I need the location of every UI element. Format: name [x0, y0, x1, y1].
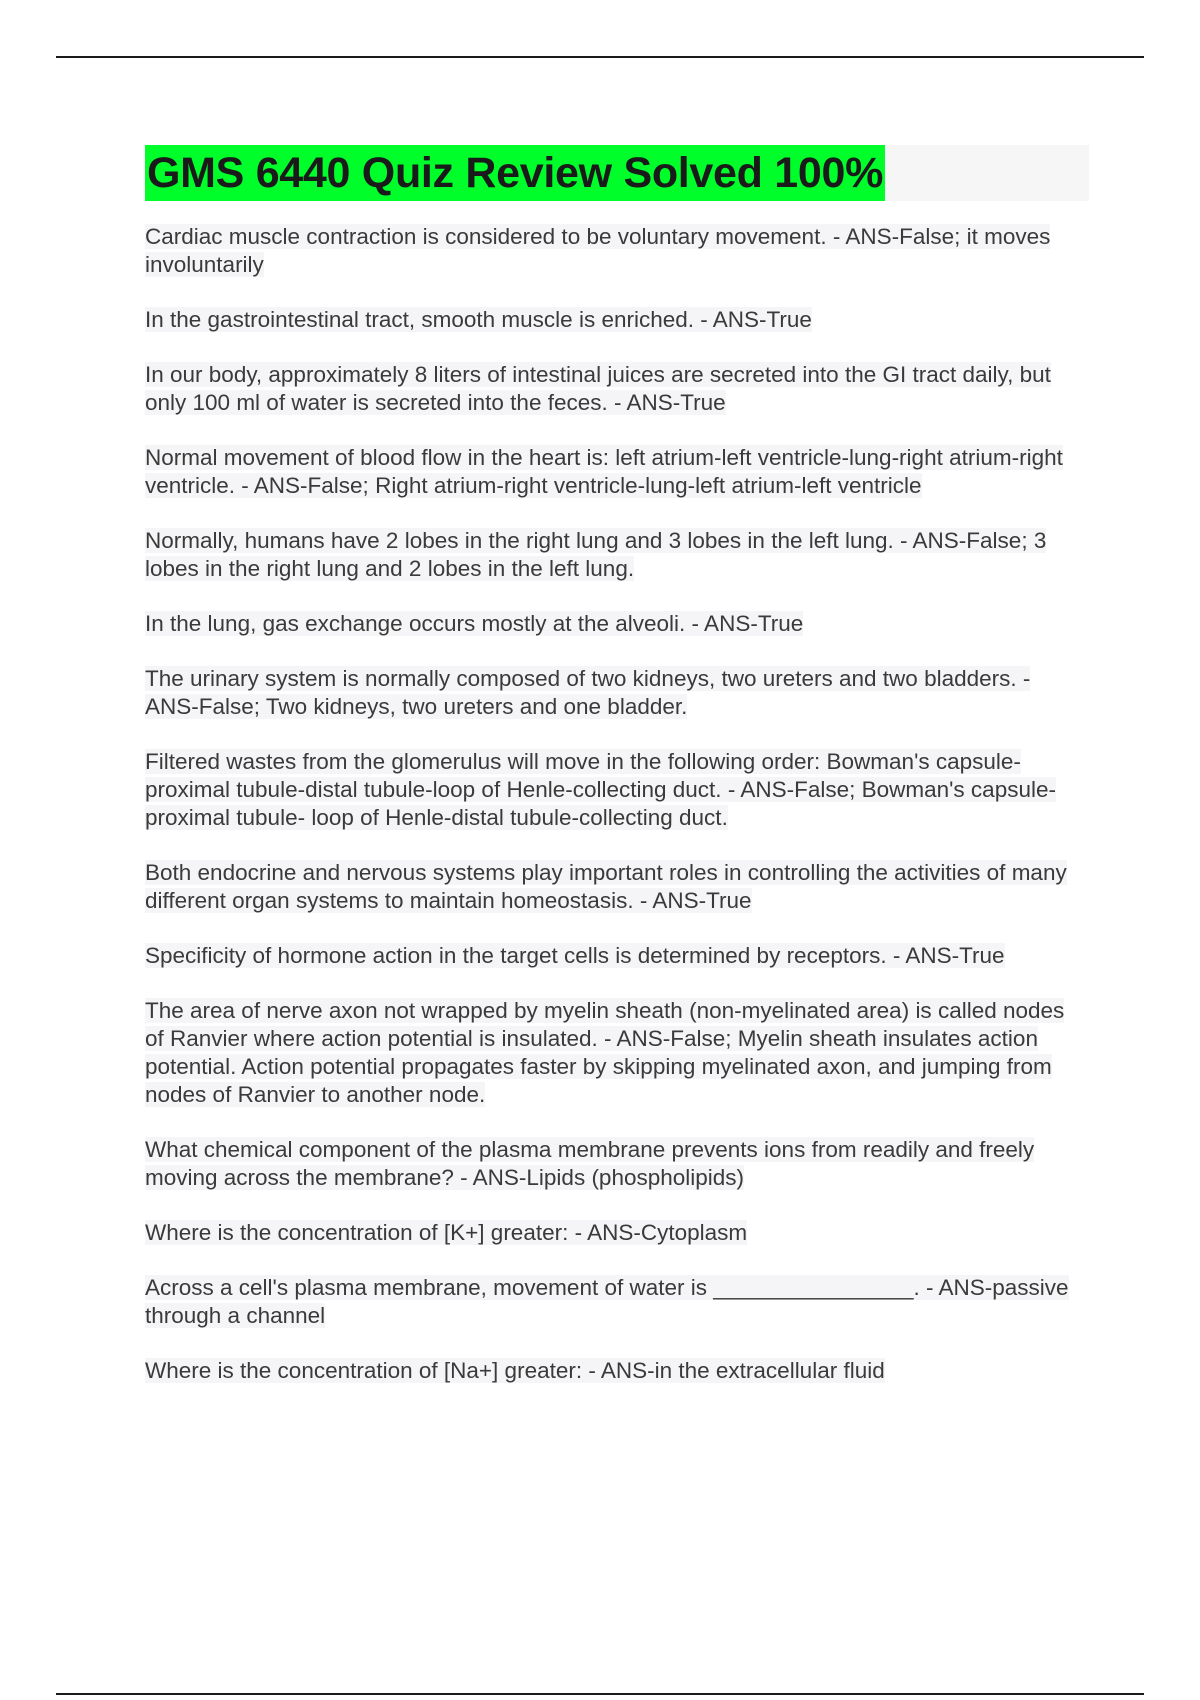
qa-item-14	[145, 1274, 1089, 1330]
qa-text: Cardiac muscle contraction is considered to be voluntary movement. - ANS-False; it moves involuntarily	[145, 224, 1051, 277]
qa-text: What chemical component of the plasma membrane prevents ions from readily and freely moving across the membrane? - ANS-Lipids (phospholipids)	[145, 1137, 1035, 1190]
document-body	[145, 145, 1089, 1412]
qa-item-11	[145, 997, 1089, 1109]
qa-item-5	[145, 527, 1089, 583]
qa-text: In the gastrointestinal tract, smooth muscle is enriched. - ANS-True	[145, 307, 812, 332]
qa-text: In the lung, gas exchange occurs mostly at the alveoli. - ANS-True	[145, 611, 804, 636]
qa-item-8	[145, 748, 1089, 832]
qa-item-12	[145, 1136, 1089, 1192]
qa-text: The area of nerve axon not wrapped by myelin sheath (non-myelinated area) is called nodes of Ranvier where action potential is insulated. - ANS-False; Myelin sheath insulates action potential. Action potential propagates faster by skipping myelinated axon, and jumping from nodes of Ranvier to another node.	[145, 998, 1065, 1107]
qa-text: The urinary system is normally composed of two kidneys, two ureters and two bladders. - ANS-False; Two kidneys, two ureters and one bladder.	[145, 666, 1031, 719]
qa-text: Filtered wastes from the glomerulus will move in the following order: Bowman's capsule-proximal tubule-distal tubule-loop of Henle-collecting duct. - ANS-False; Bowman's capsule-proximal tubule- loop of Henle-distal tubule-collecting duct.	[145, 749, 1056, 830]
qa-item-4	[145, 444, 1089, 500]
title-bar	[145, 145, 1089, 201]
qa-item-3	[145, 361, 1089, 417]
top-rule	[56, 56, 1144, 58]
qa-item-2	[145, 306, 1089, 334]
qa-item-7	[145, 665, 1089, 721]
qa-text: In our body, approximately 8 liters of intestinal juices are secreted into the GI tract daily, but only 100 ml of water is secreted into the feces. - ANS-True	[145, 362, 1051, 415]
qa-item-15	[145, 1357, 1089, 1385]
qa-text: Normally, humans have 2 lobes in the right lung and 3 lobes in the left lung. - ANS-False; 3 lobes in the right lung and 2 lobes in the left lung.	[145, 528, 1047, 581]
qa-text: Both endocrine and nervous systems play important roles in controlling the activities of many different organ systems to maintain homeostasis. - ANS-True	[145, 860, 1067, 913]
qa-item-13	[145, 1219, 1089, 1247]
qa-text: Where is the concentration of [Na+] greater: - ANS-in the extracellular fluid	[145, 1358, 885, 1383]
document-title: GMS 6440 Quiz Review Solved 100%	[145, 145, 885, 201]
qa-item-10	[145, 942, 1089, 970]
bottom-rule	[56, 1693, 1144, 1695]
qa-text: Where is the concentration of [K+] greater: - ANS-Cytoplasm	[145, 1220, 748, 1245]
qa-item-9	[145, 859, 1089, 915]
qa-item-6	[145, 610, 1089, 638]
qa-text: Normal movement of blood flow in the heart is: left atrium-left ventricle-lung-right atrium-right ventricle. - ANS-False; Right atrium-right ventricle-lung-left atrium-left ventricle	[145, 445, 1063, 498]
qa-item-1	[145, 223, 1089, 279]
qa-text: Across a cell's plasma membrane, movement of water is ________________. - ANS-passive through a channel	[145, 1275, 1069, 1328]
qa-text: Specificity of hormone action in the target cells is determined by receptors. - ANS-True	[145, 943, 1005, 968]
